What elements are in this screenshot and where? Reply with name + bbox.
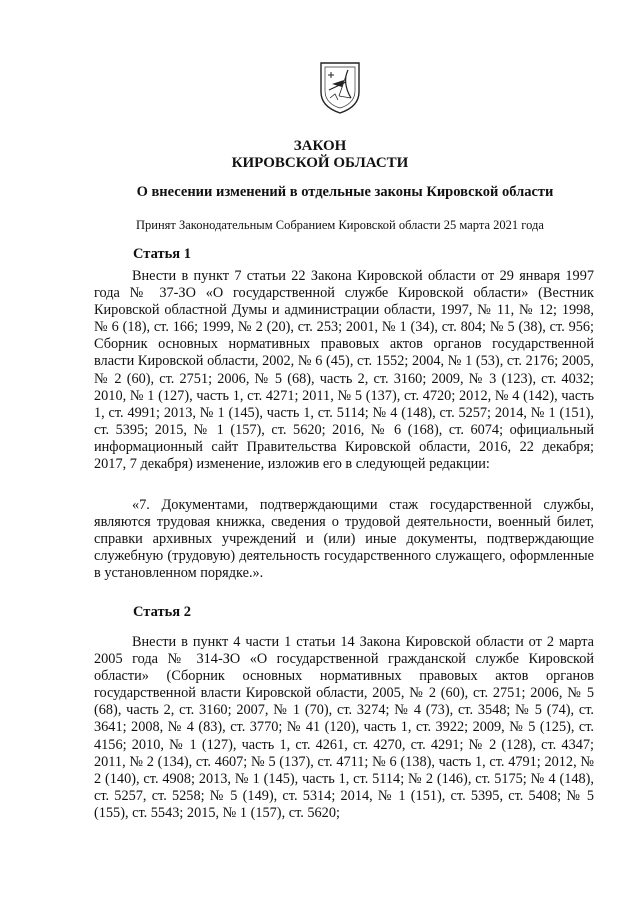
doc-type-title: ЗАКОН	[293, 138, 347, 154]
article-1-quote: «7. Документами, подтверждающими стаж государственной службы, являются трудовая книжка, сведения о трудовой деятельности, военный билет, справки архивных учреждений и (или) иные документы, подтверждающие служебную (трудовую) деятельность государственного служащего, оформленные в установленном порядке.».	[94, 497, 594, 582]
adoption-line: Принят Законодательным Собранием Кировской области 25 марта 2021 года	[136, 218, 544, 232]
coat-of-arms-icon	[318, 60, 362, 114]
article-1-heading: Статья 1	[133, 246, 191, 262]
article-2-heading: Статья 2	[133, 604, 191, 620]
region-title: КИРОВСКОЙ ОБЛАСТИ	[231, 155, 409, 171]
article-1-paragraph: Внести в пункт 7 статьи 22 Закона Кировской области от 29 января 1997 года № 37-ЗО «О государственной службе Кировской области» (Вестник Кировской областной Думы и администрации области, 1997, № 11, № 12; 1998, № 6 (18), ст. 166; 1999, № 2 (20), ст. 253; 2001, № 1 (34), ст. 804; № 5 (38), ст. 956; Сборник основных нормативных правовых актов органов государственной власти Кировской области, 2002, № 6 (45), ст. 1552; 2004, № 1 (53), ст. 2176; 2005, № 2 (60), ст. 2751; 2006, № 5 (68), часть 2, ст. 3160; 2009, № 3 (123), ст. 4032; 2010, № 1 (127), часть 1, ст. 4271; 2011, № 5 (137), ст. 4720; 2012, № 4 (142), часть 1, ст. 4991; 2013, № 1 (145), часть 1, ст. 5114; № 4 (148), ст. 5257; 2014, № 1 (151), ст. 5395; 2015, № 1 (157), ст. 5620; 2016, № 6 (168), ст. 6074; официальный информационный сайт Правительства Кировской области, 2016, 22 декабря; 2017, 7 декабря) изменение, изложив его в следующей редакции:	[94, 268, 594, 473]
law-subtitle: О внесении изменений в отдельные законы Кировской области	[136, 184, 554, 200]
article-2-paragraph: Внести в пункт 4 части 1 статьи 14 Закона Кировской области от 2 марта 2005 года № 314-ЗО «О государственной гражданской службе Кировской области» (Сборник основных нормативных правовых актов органов государственной власти Кировской области, 2005, № 2 (60), ст. 2751; 2006, № 5 (68), часть 2, ст. 3160; 2007, № 1 (70), ст. 3274; № 4 (73), ст. 3548; № 5 (74), ст. 3641; 2008, № 4 (83), ст. 3770; № 41 (120), часть 1, ст. 3922; 2009, № 5 (125), ст. 4156; 2010, № 1 (127), часть 1, ст. 4261, ст. 4270, ст. 4291; № 2 (128), ст. 4347; 2011, № 2 (134), ст. 4607; № 5 (137), ст. 4711; № 6 (138), часть 1, ст. 4791; 2012, № 2 (140), ст. 4908; 2013, № 1 (145), часть 1, ст. 5114; № 2 (146), ст. 5175; № 4 (148), ст. 5257, ст. 5258; № 5 (149), ст. 5314; 2014, № 1 (151), ст. 5395, ст. 5408; № 5 (155), ст. 5543; 2015, № 1 (157), ст. 5620;	[94, 634, 594, 821]
